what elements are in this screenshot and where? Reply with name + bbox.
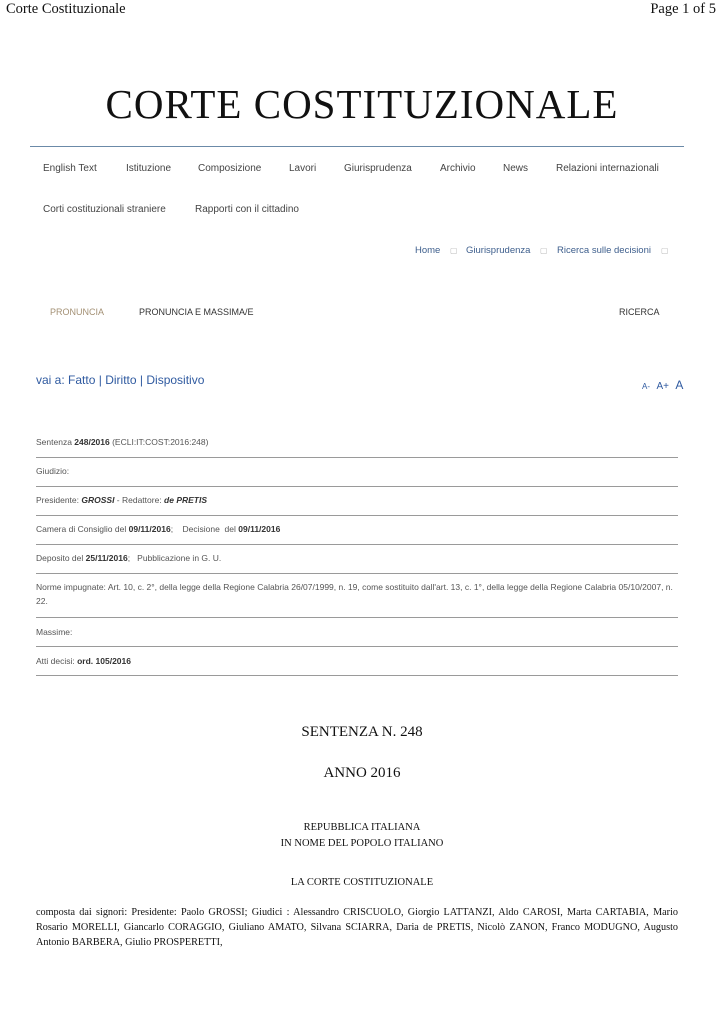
meta-atti-decisi [36, 654, 678, 676]
norme-text: Norme impugnate: Art. 10, c. 2°, della legge della Regione Calabria 26/07/1999, n. 19, come sostituito dall'art. 13, c. 1°, della legge della Regione Calabria 05/10/2007, n. 22. [36, 582, 673, 606]
font-increase-button[interactable]: A+ [656, 381, 669, 392]
meta-label: ; Pubblicazione in G. U. [127, 553, 222, 563]
meta-presidente [36, 493, 678, 516]
title-divider [30, 146, 684, 147]
font-size-controls [642, 376, 683, 394]
nav-item-archivio[interactable]: Archivio [440, 163, 476, 174]
print-header-title: Corte Costituzionale [6, 1, 126, 17]
tab-ricerca[interactable]: RICERCA [619, 307, 660, 317]
breadcrumb-separator-icon: ▢ [661, 246, 669, 255]
nav-item-relazioni-internazionali[interactable]: Relazioni internazionali [556, 163, 659, 174]
font-reset-button[interactable]: A [675, 378, 684, 392]
meta-label: Giudizio: [36, 466, 70, 476]
atti-value[interactable]: ord. 105/2016 [77, 656, 131, 666]
nav-item-news[interactable]: News [503, 163, 529, 174]
jump-fatto-link[interactable]: Fatto [68, 373, 96, 387]
ecli-code: (ECLI:IT:COST:2016:248) [109, 437, 209, 447]
print-header-page: Page 1 of 5 [650, 1, 716, 17]
font-decrease-button[interactable]: A- [642, 382, 650, 391]
repubblica-heading: REPUBBLICA ITALIANA [303, 822, 421, 833]
section-jump-links [36, 373, 204, 387]
breadcrumb-giurisprudenza[interactable]: Giurisprudenza [466, 245, 531, 256]
nav-item-composizione[interactable]: Composizione [198, 163, 262, 174]
tab-bar [0, 307, 724, 321]
breadcrumb-separator-icon: ▢ [540, 246, 548, 255]
nav-item-english-text[interactable]: English Text [43, 163, 97, 174]
nav-item-lavori[interactable]: Lavori [289, 163, 317, 174]
nav-item-giurisprudenza[interactable]: Giurisprudenza [344, 163, 412, 174]
presidente-name: GROSSI [81, 495, 115, 505]
meta-camera-consiglio [36, 522, 678, 545]
tab-pronuncia-massime[interactable]: PRONUNCIA E MASSIMA/E [139, 307, 254, 317]
meta-label: Sentenza [36, 437, 75, 447]
meta-label: Camera di Consiglio del [36, 524, 129, 534]
jump-separator: | [98, 373, 102, 387]
breadcrumb-ricerca[interactable]: Ricerca sulle decisioni [557, 245, 651, 256]
corte-heading: LA CORTE COSTITUZIONALE [290, 877, 434, 888]
print-header [0, 0, 724, 22]
meta-sentenza [36, 435, 678, 458]
composta-paragraph: composta dai signori: Presidente: Paolo GROSSI; Giudici : Alessandro CRISCUOLO, Giorgio LATTANZI, Aldo CAROSI, Marta CARTABIA, Mario Rosario MORELLI, Giancarlo CORAGGIO, Giuliano AMATO, Silvana SCIARRA, Daria de PRETIS, Nicolò ZANON, Franco MODUGNO, Augusto Antonio BARBERA, Giulio PROSPERETTI, [36, 907, 678, 948]
secondary-nav [0, 204, 724, 218]
meta-label: Massime: [36, 627, 73, 637]
jump-diritto-link[interactable]: Diritto [105, 373, 137, 387]
tab-pronuncia[interactable]: PRONUNCIA [50, 307, 105, 317]
jump-dispositivo-link[interactable]: Dispositivo [146, 373, 205, 387]
breadcrumb [0, 245, 724, 259]
jump-prefix: vai a: [36, 373, 65, 387]
jump-separator: | [139, 373, 144, 387]
meta-deposito [36, 551, 678, 574]
breadcrumb-home[interactable]: Home [415, 245, 441, 256]
anno-heading: ANNO 2016 [323, 765, 401, 781]
meta-label: - Redattore: [114, 495, 165, 505]
nav-item-istituzione[interactable]: Istituzione [126, 163, 172, 174]
meta-label: ; Decisione del [170, 524, 239, 534]
nav-item-corti-straniere[interactable]: Corti costituzionali straniere [43, 204, 166, 215]
main-nav [0, 163, 724, 177]
sentenza-number: 248/2016 [74, 437, 110, 447]
redattore-name: de PRETIS [164, 495, 208, 505]
camera-date: 09/11/2016 [128, 524, 171, 534]
sentenza-heading: SENTENZA N. 248 [301, 724, 423, 740]
decisione-date: 09/11/2016 [238, 524, 281, 534]
nav-item-rapporti-cittadino[interactable]: Rapporti con il cittadino [195, 204, 299, 215]
meta-massime [36, 625, 678, 647]
meta-label: Presidente: [36, 495, 82, 505]
site-title[interactable]: CORTE COSTITUZIONALE [105, 81, 619, 127]
meta-label: Deposito del [36, 553, 86, 563]
breadcrumb-separator-icon: ▢ [450, 246, 458, 255]
popolo-heading: IN NOME DEL POPOLO ITALIANO [280, 838, 444, 849]
meta-giudizio [36, 464, 678, 487]
meta-label: Atti decisi: [36, 656, 78, 666]
meta-norme-impugnate [36, 580, 678, 618]
deposito-date: 25/11/2016 [85, 553, 128, 563]
